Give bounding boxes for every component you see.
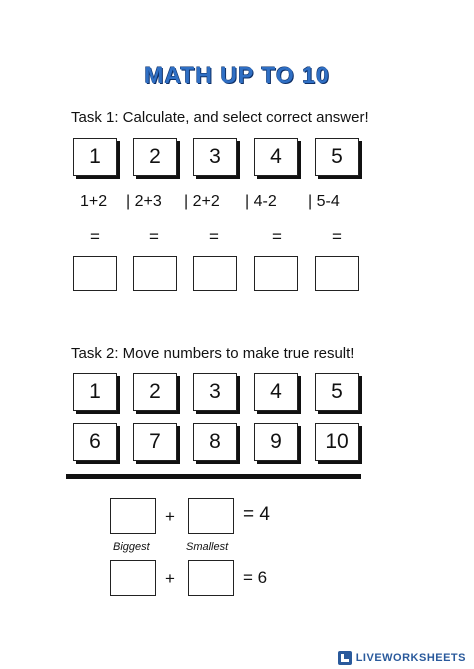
task1-heading: Task 1: Calculate, and select correct answer!	[71, 109, 369, 126]
task1-tile-2[interactable]: 2	[133, 138, 177, 176]
task2-eq1-box-biggest[interactable]	[110, 498, 156, 534]
task1-equals-1: =	[90, 227, 100, 246]
caption-biggest: Biggest	[113, 541, 150, 553]
task2-tile-7[interactable]: 7	[133, 423, 177, 461]
task2-tile-3[interactable]: 3	[193, 373, 237, 411]
task1-answer-box-2[interactable]	[133, 256, 177, 291]
task2-tile-4[interactable]: 4	[254, 373, 298, 411]
task1-tile-1[interactable]: 1	[73, 138, 117, 176]
task1-tile-3[interactable]: 3	[193, 138, 237, 176]
task2-tile-6[interactable]: 6	[73, 423, 117, 461]
footer-brand-text: LIVEWORKSHEETS	[355, 652, 466, 664]
task1-tile-4[interactable]: 4	[254, 138, 298, 176]
liveworksheets-logo-icon	[338, 651, 352, 665]
task1-answer-box-3[interactable]	[193, 256, 237, 291]
task1-expression-4: | 4-2	[245, 193, 277, 210]
task1-equals-2: =	[149, 227, 159, 246]
page-title: MATH UP TO 10	[144, 62, 330, 88]
task1-expression-5: | 5-4	[308, 193, 340, 210]
task2-tile-10[interactable]: 10	[315, 423, 359, 461]
task2-heading: Task 2: Move numbers to make true result!	[71, 345, 355, 362]
task2-eq2-plus: +	[165, 569, 175, 588]
task2-eq1-result: = 4	[243, 504, 270, 525]
task1-equals-5: =	[332, 227, 342, 246]
task2-eq2-result: = 6	[243, 568, 268, 587]
footer-brand	[338, 651, 466, 665]
task2-tile-5[interactable]: 5	[315, 373, 359, 411]
task1-expression-2: | 2+3	[126, 193, 162, 210]
task1-equals-3: =	[209, 227, 219, 246]
task2-tile-2[interactable]: 2	[133, 373, 177, 411]
task2-tile-9[interactable]: 9	[254, 423, 298, 461]
task1-answer-box-5[interactable]	[315, 256, 359, 291]
task1-answer-box-1[interactable]	[73, 256, 117, 291]
caption-smallest: Smallest	[186, 541, 229, 553]
task1-expression-1: 1+2	[80, 193, 108, 210]
divider-line	[66, 474, 361, 479]
task2-eq2-box-1[interactable]	[110, 560, 156, 596]
task2-tile-1[interactable]: 1	[73, 373, 117, 411]
task2-eq1-plus: +	[165, 507, 175, 526]
task1-answer-box-4[interactable]	[254, 256, 298, 291]
task1-equals-4: =	[272, 227, 282, 246]
task2-tile-8[interactable]: 8	[193, 423, 237, 461]
task2-eq2-box-2[interactable]	[188, 560, 234, 596]
task2-eq1-box-smallest[interactable]	[188, 498, 234, 534]
task1-tile-5[interactable]: 5	[315, 138, 359, 176]
task1-expression-3: | 2+2	[184, 193, 220, 210]
